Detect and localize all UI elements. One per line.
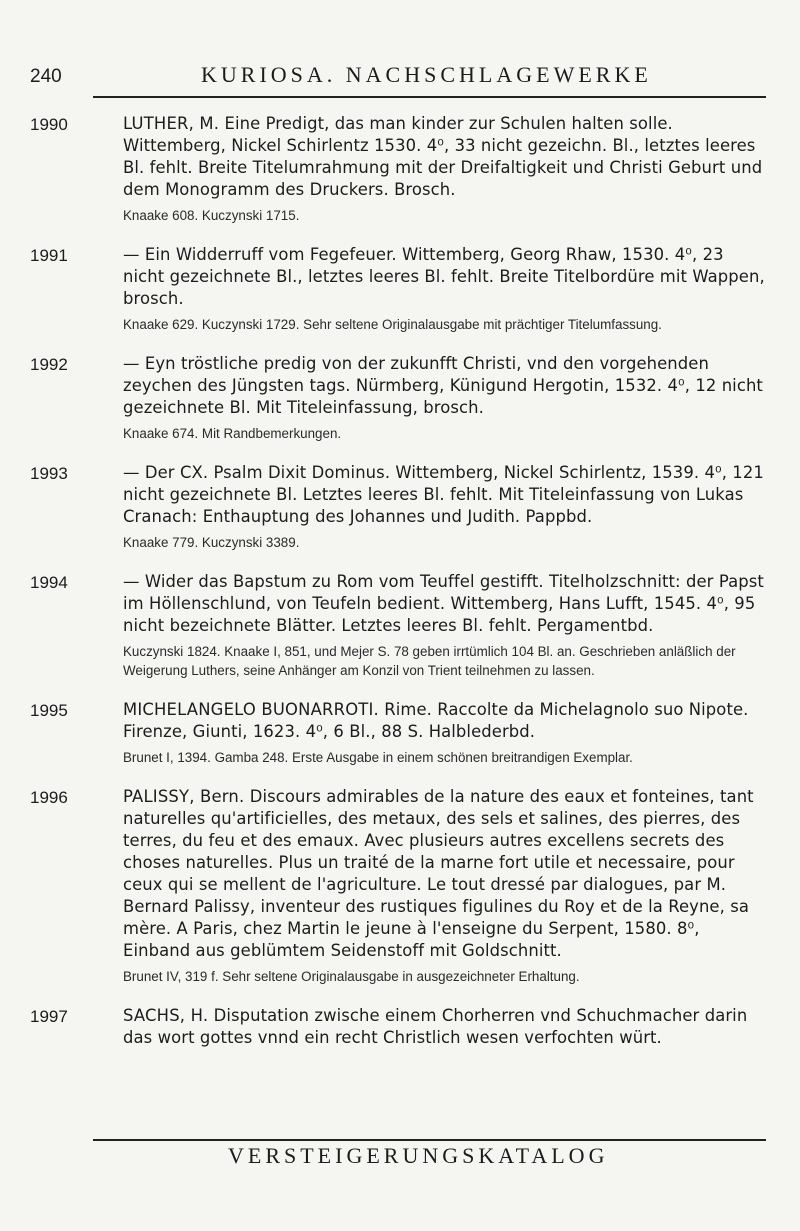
entry-author: —	[123, 463, 140, 482]
entry-description	[123, 571, 770, 637]
entry-body	[123, 113, 770, 225]
catalog-entry	[30, 786, 770, 986]
entry-reference: Knaake 779. Kuczynski 3389.	[123, 535, 300, 550]
entry-reference: Brunet IV, 319 f. Sehr seltene Originalausgabe in ausgezeichneter Erhaltung.	[123, 969, 580, 984]
entry-reference: Kuczynski 1824. Knaake I, 851, und Mejer S. 78 geben irrtümlich 104 Bl. an. Geschrieben anläßlich der Weigerung Luthers, seine Anhänger am Konzil von Trient teilnehmen zu lassen.	[123, 644, 736, 678]
entry-author: —	[123, 354, 140, 373]
catalog-entry	[30, 353, 770, 443]
entry-body	[123, 699, 770, 767]
entry-description	[123, 353, 770, 419]
catalog-entry	[30, 699, 770, 767]
entry-body	[123, 1005, 770, 1049]
running-title: KURIOSA. NACHSCHLAGEWERKE	[201, 62, 652, 87]
entry-body	[123, 571, 770, 680]
entry-description	[123, 462, 770, 528]
entry-text: Wider das Bapstum zu Rom vom Teuffel gestifft. Titelholzschnitt: der Papst im Höllenschlund, von Teufeln bedient. Wittemberg, Hans Lufft, 1545. 4⁰, 95 nicht bezeichnete Blätter. Letztes leeres Bl. fehlt. Pergamentbd.	[123, 572, 764, 635]
entry-number: 1995	[30, 701, 68, 720]
entry-description	[123, 699, 770, 743]
catalog-entries	[30, 113, 770, 1068]
entry-reference: Knaake 629. Kuczynski 1729. Sehr seltene Originalausgabe mit prächtiger Titelumfassung.	[123, 317, 662, 332]
page-header	[30, 62, 766, 92]
entry-body	[123, 462, 770, 552]
footer-rule	[93, 1139, 766, 1141]
entry-text: Discours admirables de la nature des eaux et fonteines, tant naturelles qu'artificielles, des metaux, des sels et salines, des pierres, des terres, du feu et des emaux. Avec plusieurs autres excellens secrets des choses naturelles. Plus un traité de la marne fort utile et necessaire, pour ceux qui se mellent de l'agriculture. Le tout dressé par dialogues, par M. Bernard Palissy, inventeur des rustiques figulines du Roy et de la Reyne, sa mère. A Paris, chez Martin le jeune à l'enseigne du Serpent, 1580. 8⁰, Einband aus geblümtem Seidenstoff mit Goldschnitt.	[123, 787, 754, 960]
entry-body	[123, 786, 770, 986]
entry-number: 1996	[30, 788, 68, 807]
entry-author: —	[123, 245, 140, 264]
entry-author: PALISSY, Bern.	[123, 787, 245, 806]
entry-text: Disputation zwische einem Chorherren vnd Schuchmacher darin das wort gottes vnnd ein recht Christlich wesen verfochten würt.	[123, 1006, 748, 1047]
entry-author: —	[123, 572, 140, 591]
entry-reference: Knaake 674. Mit Randbemerkungen.	[123, 426, 342, 441]
page-number: 240	[30, 66, 62, 87]
entry-reference: Knaake 608. Kuczynski 1715.	[123, 208, 300, 223]
entry-description	[123, 113, 770, 201]
entry-text: Rime. Raccolte da Michelagnolo suo Nipote. Firenze, Giunti, 1623. 4⁰, 6 Bl., 88 S. Halblederbd.	[123, 700, 749, 741]
catalog-entry	[30, 113, 770, 225]
header-rule	[93, 96, 766, 98]
entry-number: 1990	[30, 115, 68, 134]
entry-number: 1992	[30, 355, 68, 374]
catalog-entry	[30, 571, 770, 680]
entry-body	[123, 353, 770, 443]
entry-text: Eine Predigt, das man kinder zur Schulen halten solle. Wittemberg, Nickel Schirlentz 1530. 4⁰, 33 nicht gezeichn. Bl., letztes leeres Bl. fehlt. Breite Titelumrahmung mit der Dreifaltigkeit und Christi Geburt und dem Monogramm des Druckers. Brosch.	[123, 114, 763, 199]
entry-author: SACHS, H.	[123, 1006, 209, 1025]
entry-number: 1997	[30, 1007, 68, 1026]
entry-author: MICHELANGELO BUONARROTI.	[123, 700, 379, 719]
catalog-entry	[30, 462, 770, 552]
entry-text: Eyn tröstliche predig von der zukunfft Christi, vnd den vorgehenden zeychen des Jüngsten tags. Nürmberg, Künigund Hergotin, 1532. 4⁰, 12 nicht gezeichnete Bl. Mit Titeleinfassung, brosch.	[123, 354, 763, 417]
entry-author: LUTHER, M.	[123, 114, 220, 133]
entry-text: Ein Widderruff vom Fegefeuer. Wittemberg, Georg Rhaw, 1530. 4⁰, 23 nicht gezeichnete Bl., letztes leeres Bl. fehlt. Breite Titelbordüre mit Wappen, brosch.	[123, 245, 765, 308]
catalog-entry	[30, 244, 770, 334]
entry-description	[123, 244, 770, 310]
entry-number: 1993	[30, 464, 68, 483]
entry-description	[123, 1005, 770, 1049]
entry-text: Der CX. Psalm Dixit Dominus. Wittemberg, Nickel Schirlentz, 1539. 4⁰, 121 nicht gezeichnete Bl. Letztes leeres Bl. fehlt. Mit Titeleinfassung von Lukas Cranach: Enthauptung des Johannes und Judith. Pappbd.	[123, 463, 764, 526]
entry-number: 1991	[30, 246, 68, 265]
entry-description	[123, 786, 770, 962]
catalog-entry	[30, 1005, 770, 1049]
entry-body	[123, 244, 770, 334]
page-footer: VERSTEIGERUNGSKATALOG	[228, 1143, 609, 1168]
entry-number: 1994	[30, 573, 68, 592]
entry-reference: Brunet I, 1394. Gamba 248. Erste Ausgabe in einem schönen breitrandigen Exemplar.	[123, 750, 633, 765]
